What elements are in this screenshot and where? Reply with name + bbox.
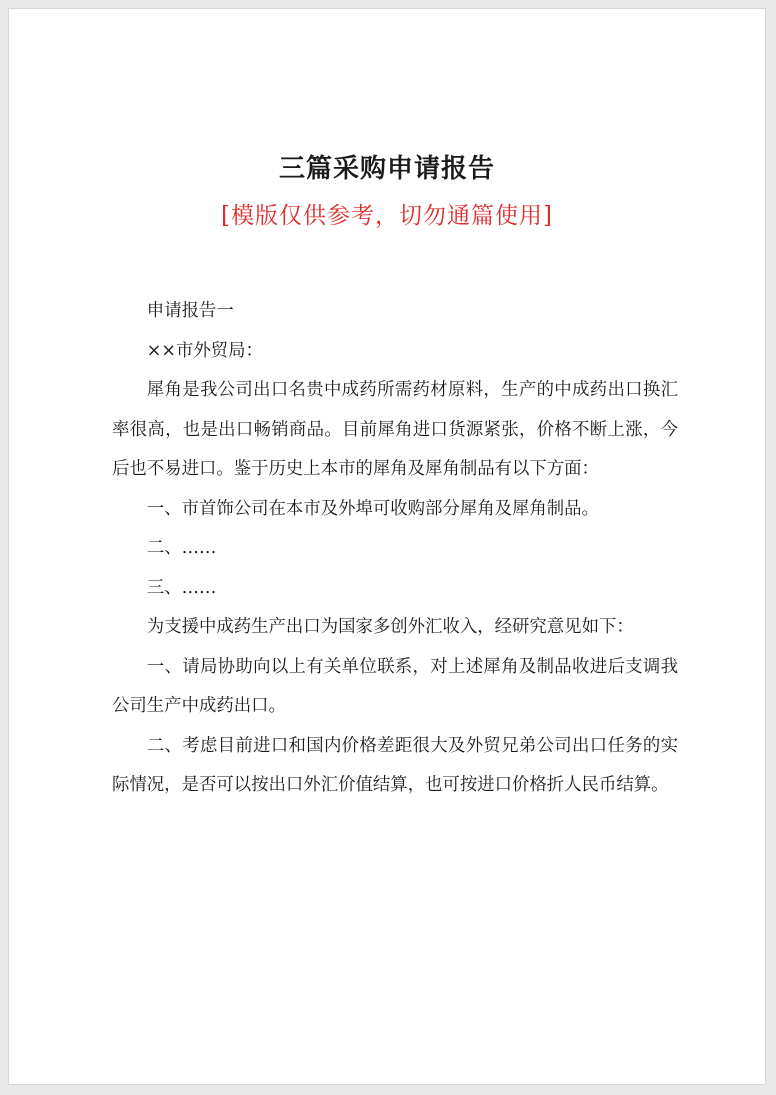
body-paragraph: 二、…… [146,538,217,558]
template-notice: [模版仅供参考，切勿通篇使用] [221,203,553,229]
body-paragraph: 二、考虑目前进口和国内价格差距很大及外贸兄弟公司出口任务的实际情况，是否可以按出口外汇价值结算，也可按进口价格折人民币结算。 [112,735,678,795]
body-paragraph: 一、市首饰公司在本市及外埠可收购部分犀角及犀角制品。 [146,498,599,519]
body-paragraph: 为支援中成药生产出口为国家多创外汇收入，经研究意见如下： [146,617,634,637]
body-paragraph: 一、请局协助向以上有关单位联系，对上述犀角及制品收进后支调我公司生产中成药出口。 [112,656,678,716]
document-title: 三篇采购申请报告 [278,154,495,184]
body-paragraph: 犀角是我公司出口名贵中成药所需药材原料，生产的中成药出口换汇率很高，也是出口畅销商品。目前犀角进口货源紧张，价格不断上涨，今后也不易进口。鉴于历史上本市的犀角及犀角制品有以下方面： [112,380,678,479]
body-paragraph: 三、…… [146,577,217,598]
addressee: ××市外贸局： [146,340,263,361]
document-page [8,8,766,1085]
document-body [112,292,678,806]
report-heading: 申请报告一 [146,301,234,321]
